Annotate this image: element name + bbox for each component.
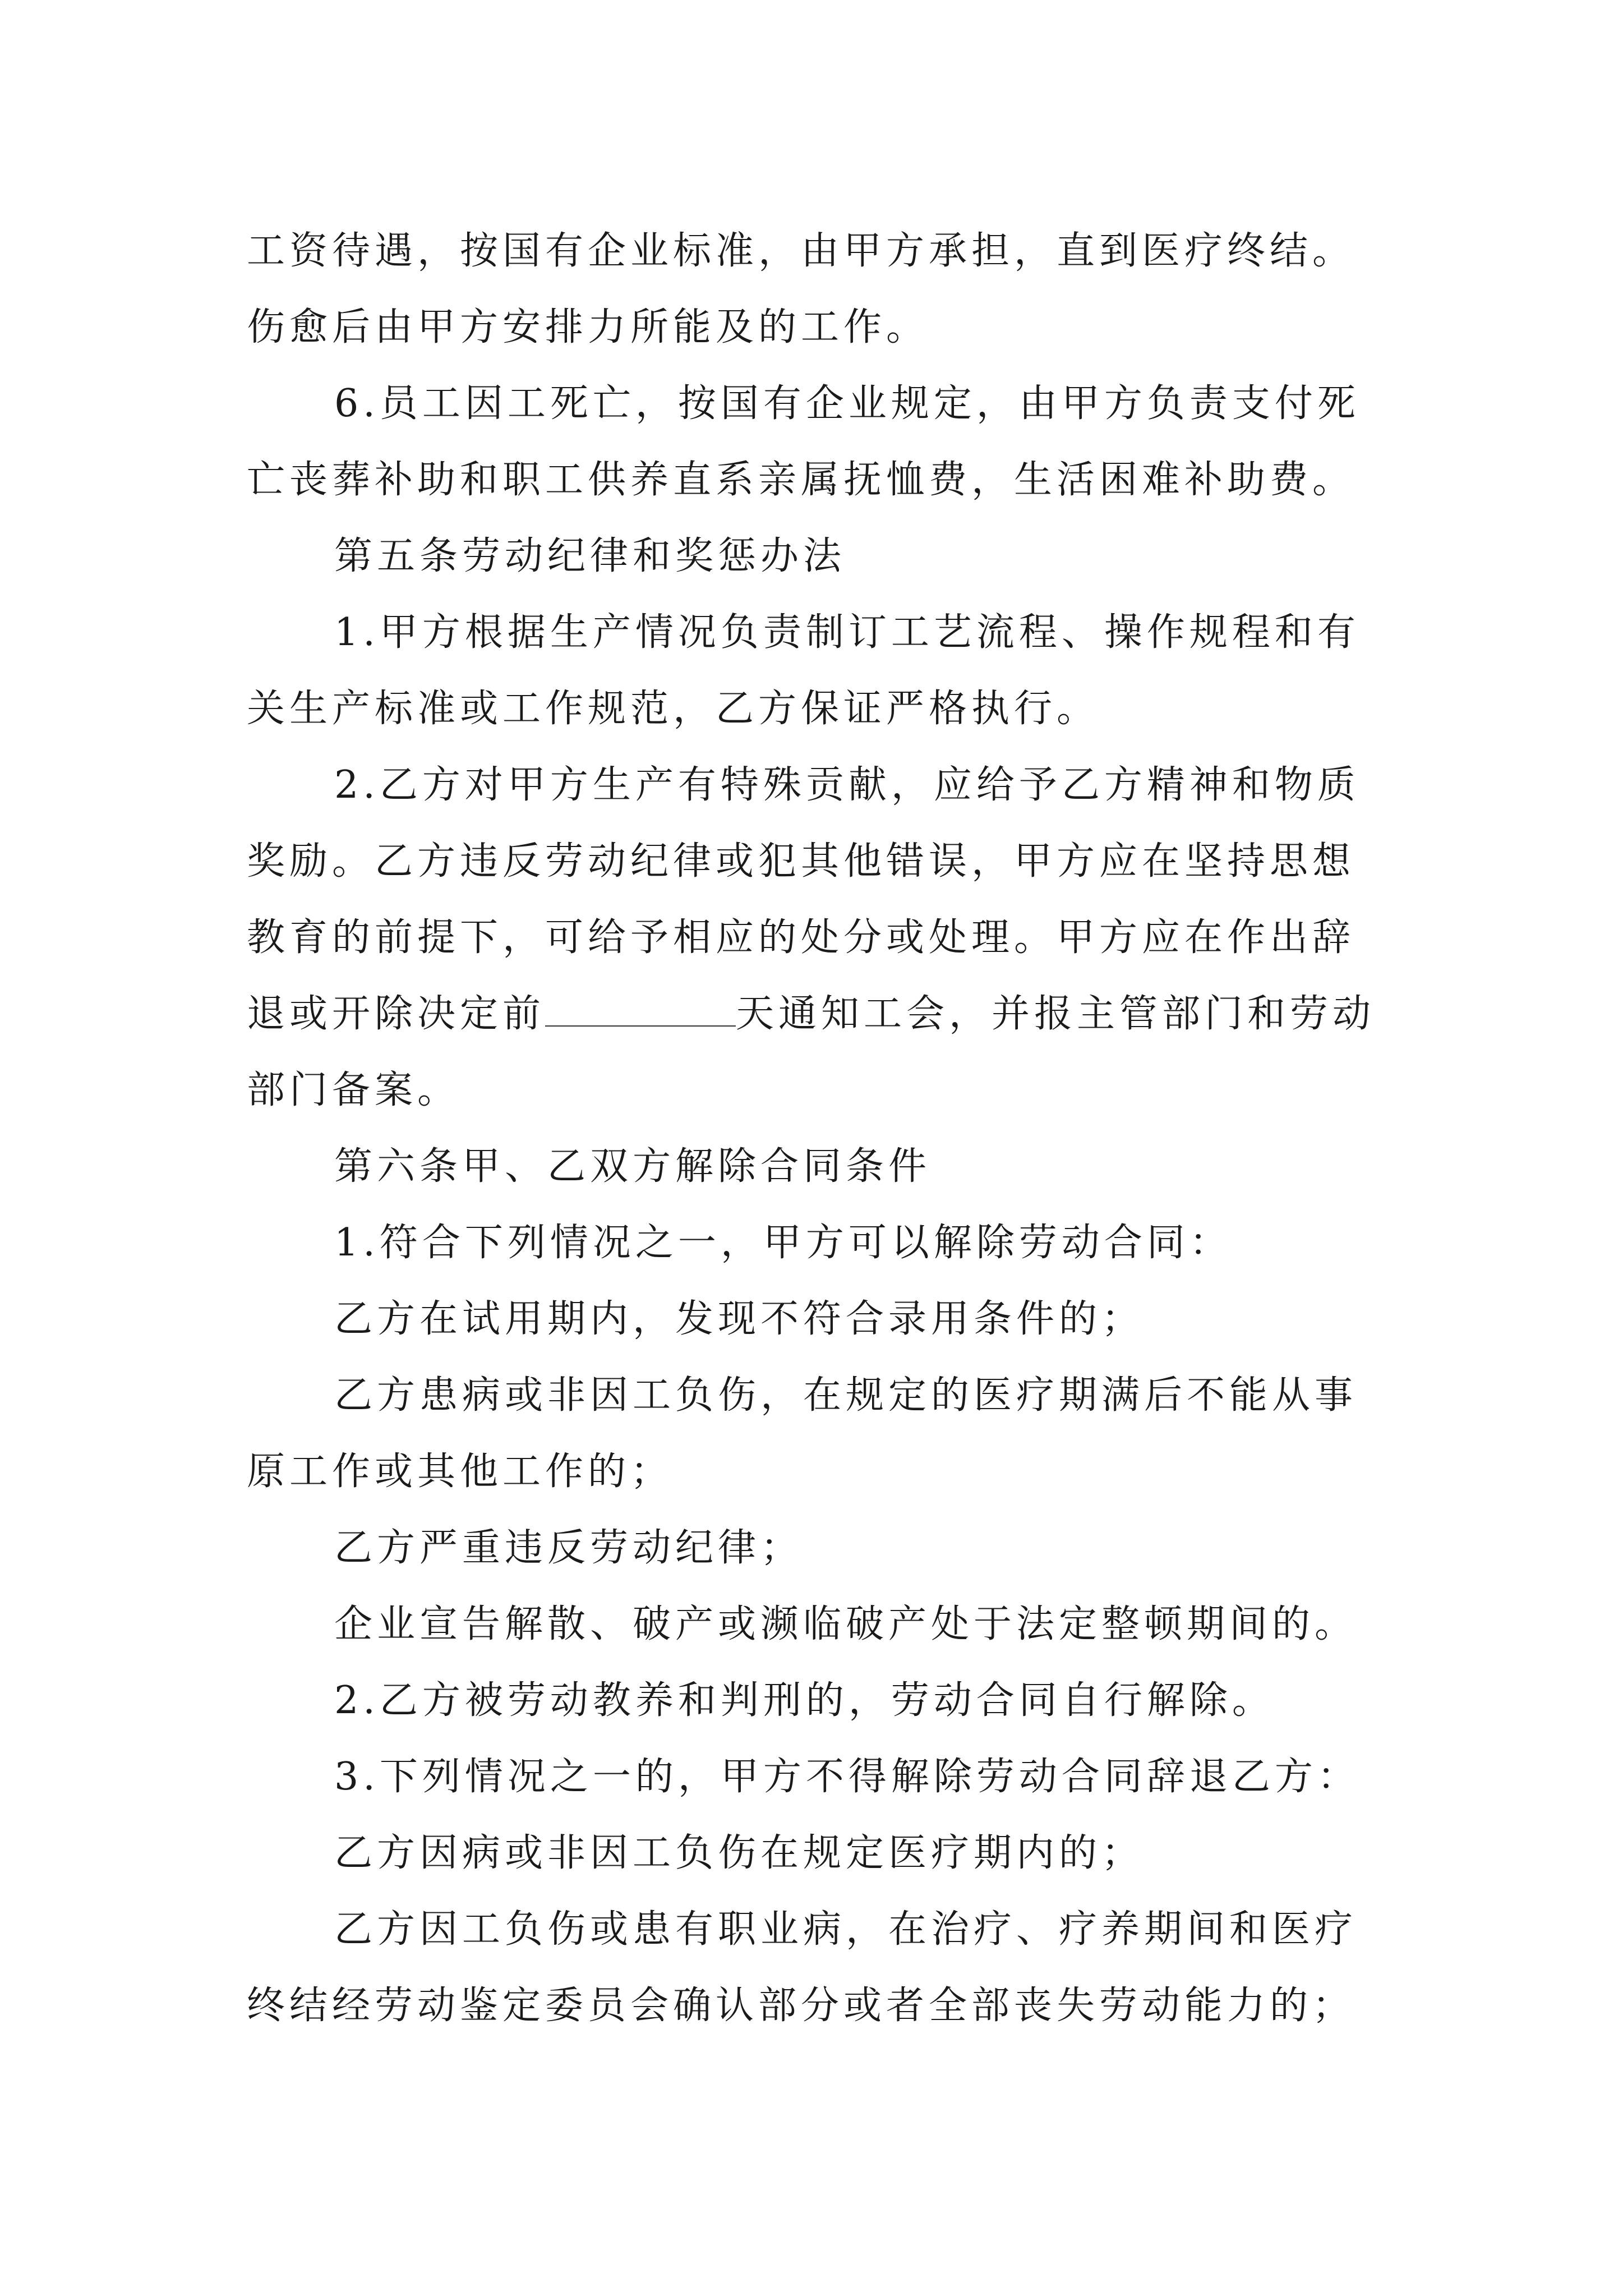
paragraph-6-2: 2.乙方被劳动教养和判刑的，劳动合同自行解除。: [334, 1678, 1275, 1723]
paragraph-5-1: 1.甲方根据生产情况负责制订工艺流程、操作规程和有关生产标准或工作规范，乙方保证严格执行。: [247, 610, 1360, 731]
heading-article-6: 第六条甲、乙双方解除合同条件: [334, 1144, 932, 1189]
paragraph-6-3-b: 乙方因工负伤或患有职业病，在治疗、疗养期间和医疗终结经劳动鉴定委员会确认部分或者全部丧失劳动能力的；: [247, 1907, 1358, 2028]
paragraph-wage-treatment: 工资待遇，按国有企业标准，由甲方承担，直到医疗终结。伤愈后由甲方安排力所能及的工作。: [247, 229, 1355, 349]
document-page: [247, 213, 1377, 2044]
paragraph-6-1-c: 乙方严重违反劳动纪律；: [334, 1526, 804, 1570]
paragraph-6-3-a: 乙方因病或非因工负伤在规定医疗期内的；: [334, 1831, 1145, 1875]
paragraph-death-benefits: 6.员工因工死亡，按国有企业规定，由甲方负责支付死亡丧葬补助和职工供养直系亲属抚恤费，生活困难补助费。: [247, 381, 1360, 502]
paragraph-5-2: [247, 747, 1377, 1129]
heading-article-5: 第五条劳动纪律和奖惩办法: [334, 534, 846, 578]
paragraph-5-2-text-before: 2.乙方对甲方生产有特殊贡献，应给予乙方精神和物质奖励。乙方违反劳动纪律或犯其他错误，甲方应在坚持思想教育的前提下，可给予相应的处分或处理。甲方应在作出辞退或开除决定前: [247, 763, 1360, 1036]
paragraph-6-1: 1.符合下列情况之一，甲方可以解除劳动合同：: [334, 1221, 1232, 1265]
paragraph-6-1-d: 企业宣告解散、破产或濒临破产处于法定整顿期间的。: [334, 1602, 1358, 1646]
fill-in-blank-days: [545, 996, 736, 1027]
paragraph-6-3: 3.下列情况之一的，甲方不得解除劳动合同辞退乙方：: [334, 1755, 1360, 1799]
paragraph-6-1-b: 乙方患病或非因工负伤，在规定的医疗期满后不能从事原工作或其他工作的；: [247, 1373, 1358, 1494]
paragraph-5-2-text-after: 天通知工会，并报主管部门和劳动部门备案。: [247, 992, 1376, 1112]
paragraph-6-1-a: 乙方在试用期内，发现不符合录用条件的；: [334, 1297, 1145, 1341]
